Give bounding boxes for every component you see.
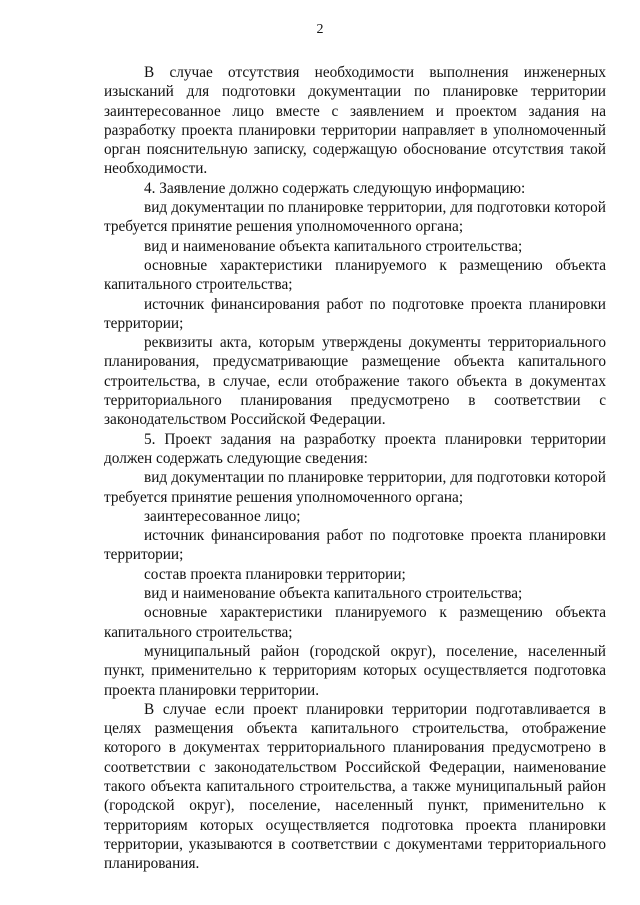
paragraph-item-5-characteristics: основные характеристики планируемого к размещению объекта капитального строительства; [104, 604, 606, 641]
paragraph-item-5-doc-type: вид документации по планировке территории, для подготовки которой требуется принятие решения уполномоченного органа; [104, 469, 606, 506]
paragraph-item-5-composition: состав проекта планировки территории; [144, 565, 406, 583]
document-body [104, 63, 606, 873]
page-number: 2 [316, 22, 324, 37]
paragraph-item-4-object-name: вид и наименование объекта капитального строительства; [144, 237, 523, 255]
paragraph-item-4-heading: 4. Заявление должно содержать следующую информацию: [144, 179, 526, 197]
paragraph-item-4-characteristics: основные характеристики планируемого к размещению объекта капитального строительства; [104, 256, 606, 294]
paragraph-no-surveys: В случае отсутствия необходимости выполнения инженерных изысканий для подготовки документации по планировке территории заинтересованное лицо вместе с заявлением и проектом задания на разработку проекта планировки территории направляет в уполномоченный орган пояснительную записку, содержащую обоснование отсутствия такой необходимости. [104, 64, 606, 178]
paragraph-item-5-interested-party: заинтересованное лицо; [144, 507, 301, 525]
paragraph-closing: В случае если проект планировки территории подготавливается в целях размещения объекта капитального строительства, отображение которого в документах территориального планирования предусмотрено в соответствии с законодательством Российской Федерации, наименование такого объекта капитального строительства, а также муниципальный район (городской округ), поселение, населенный пункт, применительно к территориям которых осуществляется подготовка проекта планировки территории, указываются в соответствии с документами территориального планирования. [104, 700, 606, 873]
paragraph-item-4-financing: источник финансирования работ по подготовке проекта планировки территории; [104, 295, 606, 332]
paragraph-item-5-financing: источник финансирования работ по подготовке проекта планировки территории; [104, 527, 606, 564]
paragraph-item-5-object-name: вид и наименование объекта капитального строительства; [144, 585, 523, 603]
paragraph-item-4-doc-type: вид документации по планировке территории, для подготовки которой требуется принятие решения уполномоченного органа; [104, 199, 606, 236]
paragraph-item-5-heading: 5. Проект задания на разработку проекта планировки территории должен содержать следующие сведения: [104, 430, 606, 467]
paragraph-item-4-act-details: реквизиты акта, которым утверждены документы территориального планирования, предусматривающие размещение объекта капитального строительства, в случае, если отображение такого объекта в документах территориального планирования предусмотрено в соответствии с законодательством Российской Федерации. [104, 334, 606, 429]
paragraph-item-5-municipality: муниципальный район (городской округ), поселение, населенный пункт, применительно к территориям которых осуществляется подготовка проекта планировки территории. [104, 642, 606, 699]
